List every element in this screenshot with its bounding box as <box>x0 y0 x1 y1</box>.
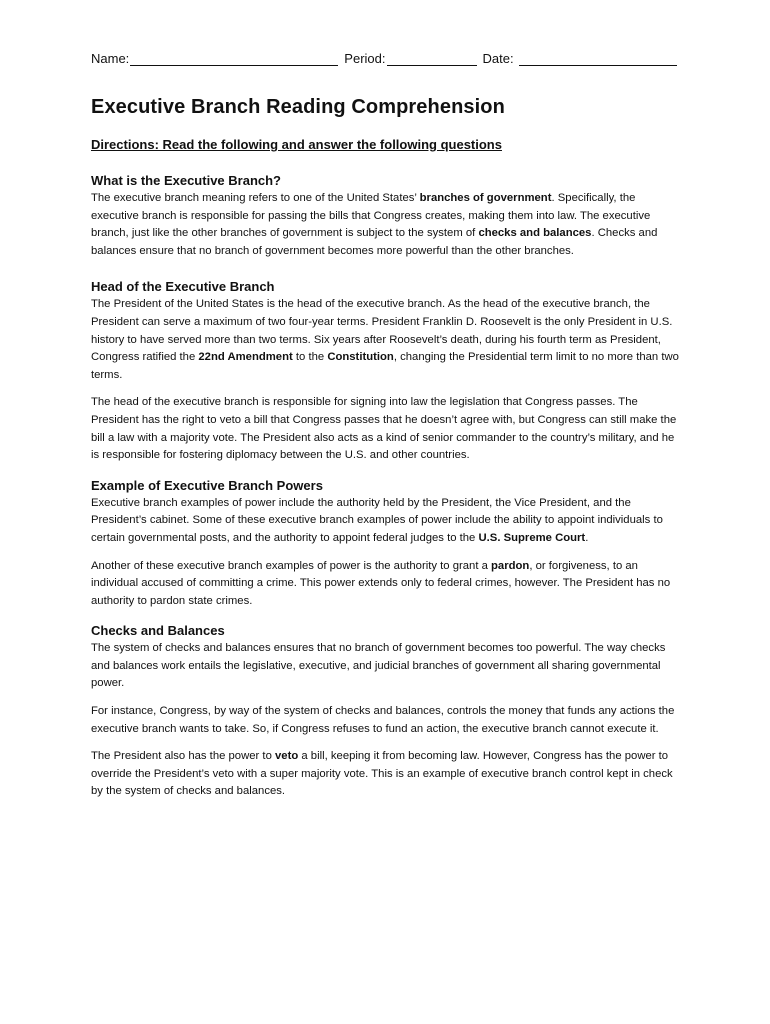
term-constitution: Constitution <box>327 351 394 364</box>
term-supreme-court: U.S. Supreme Court <box>478 531 586 544</box>
student-info-line <box>91 44 681 66</box>
date-label: Date: <box>482 51 514 66</box>
section-heading-what: What is the Executive Branch? <box>91 173 281 188</box>
paragraph-checks-2: For instance, Congress, by way of the system of checks and balances, controls the money that funds any actions the executive branch wants to take. So, if Congress refuses to fund an action, the executive branch cannot execute it. <box>91 705 675 735</box>
name-label: Name: <box>91 51 130 66</box>
term-pardon: pardon <box>491 559 530 572</box>
paragraph-head-2: The head of the executive branch is responsible for signing into law the legislation that Congress passes. The President has the right to veto a bill that Congress passes that he doesn’t agree with, but Congress can still make the bill a law with a majority vote. The President also acts as a kind of senior commander to the country’s military, and he is responsible for fostering diplomacy between the U.S. and other countries. <box>91 396 677 462</box>
paragraph-what-1: The executive branch meaning refers to one of the United States’ branches of government. Specifically, the executive branch is responsible for passing the bills that Congress creates, making them into law. The executive branch, just like the other branches of government is subject to the system of checks and balances. Checks and balances ensure that no branch of government becomes more powerful than the other branches. <box>91 192 658 257</box>
term-22nd-amendment: 22nd Amendment <box>198 351 293 364</box>
page-title: Executive Branch Reading Comprehension <box>91 96 505 118</box>
period-blank[interactable] <box>387 49 477 66</box>
term-veto: veto <box>275 750 299 763</box>
section-heading-head: Head of the Executive Branch <box>91 279 275 295</box>
directions: Directions: Read the following and answer the following questions <box>91 137 502 152</box>
section-heading-checks: Checks and Balances <box>91 623 225 639</box>
name-blank[interactable] <box>130 49 338 66</box>
paragraph-checks-1: The system of checks and balances ensures that no branch of government becomes too powerful. The way checks and balances work entails the legislative, executive, and judicial branches of government all sharing governmental power. <box>91 642 666 690</box>
paragraph-checks-3: The President also has the power to veto a bill, keeping it from becoming law. However, Congress has the power to override the President’s veto with a super majority vote. This is an example of executive branch control kept in check by the system of checks and balances. <box>91 750 673 798</box>
worksheet-page <box>91 44 681 801</box>
term-branches-of-government: branches of government <box>419 192 552 204</box>
paragraph-powers-2: Another of these executive branch examples of power is the authority to grant a pardon, or forgiveness, to an individual accused of committing a crime. This power extends only to federal crimes, however. The President has no authority to pardon state crimes. <box>91 559 671 607</box>
paragraph-powers-1: Executive branch examples of power include the authority held by the President, the Vice President, and the President’s cabinet. Some of these executive branch examples of power include the ability to appoint individuals to certain governmental posts, and the authority to appoint federal judges to the U.S. Supreme Court. <box>91 496 663 544</box>
term-checks-and-balances: checks and balances <box>478 227 592 240</box>
date-blank[interactable] <box>519 49 677 66</box>
period-label: Period: <box>344 51 386 66</box>
paragraph-head-1: The President of the United States is the head of the executive branch. As the head of the executive branch, the President can serve a maximum of two four-year terms. President Franklin D. Roosevelt is the only President in U.S. history to have served more than two terms. Six years after Roosevelt’s death, during his fourth term as President, Congress ratified the 22nd Amendment to the Constitution, changing the Presidential term limit to no more than two terms. <box>91 298 679 381</box>
section-heading-powers: Example of Executive Branch Powers <box>91 477 323 493</box>
